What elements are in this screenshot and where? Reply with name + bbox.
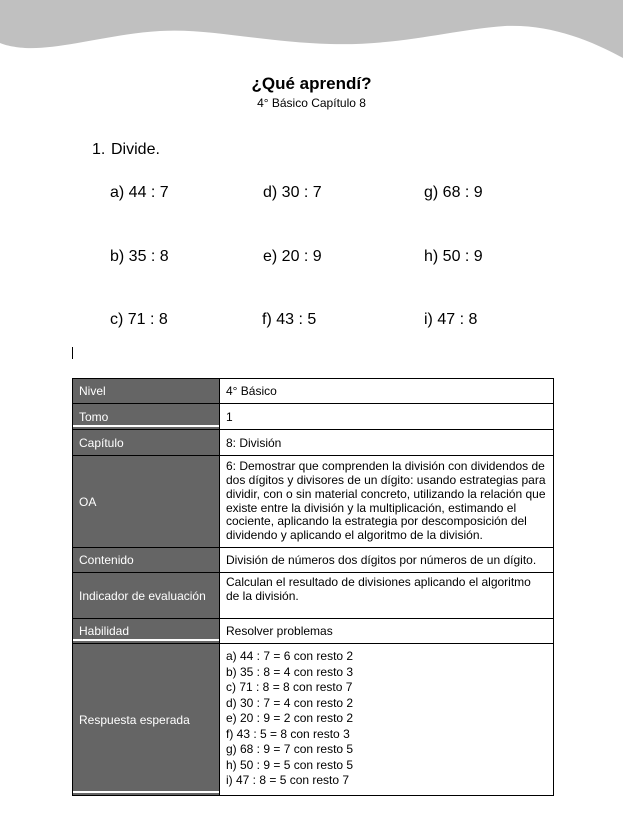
page-subtitle: 4° Básico Capítulo 8 — [257, 96, 366, 110]
row-value: 4° Básico — [220, 379, 554, 404]
row-key: Habilidad — [73, 619, 220, 644]
header-wave-decoration — [0, 0, 623, 60]
exercise-h: h) 50 : 9 — [424, 248, 483, 265]
question-heading — [92, 141, 160, 159]
answer-d: d) 30 : 7 = 4 con resto 2 — [226, 695, 354, 710]
answer-c: c) 71 : 8 = 8 con resto 7 — [226, 680, 353, 694]
question-instruction: Divide. — [111, 141, 160, 158]
info-table — [72, 378, 554, 796]
answer-i: i) 47 : 8 = 5 con resto 7 — [226, 773, 350, 787]
row-value: Resolver problemas — [220, 619, 554, 644]
table-row-capitulo — [73, 430, 554, 456]
exercise-a: a) 44 : 7 — [110, 184, 169, 201]
answer-a: a) 44 : 7 = 6 con resto 2 — [226, 649, 354, 663]
answer-e: e) 20 : 9 = 2 con resto 2 — [226, 711, 354, 725]
answer-f: f) 43 : 5 = 8 con resto 3 — [226, 726, 350, 741]
table-row-oa — [73, 456, 554, 548]
exercise-f: f) 43 : 5 — [262, 311, 317, 328]
question-number: 1. — [92, 141, 106, 158]
row-value: 6: Demostrar que comprenden la división con dividendos de dos dígitos y divisores de un dígito: usando estrategias para dividir, con o sin material concreto, utilizando la relación que existe entre la división y la multiplicación, estimando el cociente, aplicando la estrategia por descomposición del dividendo y aplicando el algoritmo de la división. — [220, 456, 554, 548]
answers-cell — [220, 644, 554, 796]
exercise-e: e) 20 : 9 — [263, 248, 322, 265]
row-key: Capítulo — [73, 430, 220, 456]
wave-shape — [0, 0, 623, 58]
exercise-g: g) 68 : 9 — [424, 184, 483, 201]
row-key: Contenido — [73, 548, 220, 573]
answer-g: g) 68 : 9 = 7 con resto 5 — [226, 742, 354, 756]
row-value: 8: División — [220, 430, 554, 456]
table-row-indicador — [73, 573, 554, 619]
table-row-habilidad — [73, 619, 554, 644]
table-row-nivel — [73, 379, 554, 404]
row-value: División de números dos dígitos por números de un dígito. — [220, 548, 554, 573]
row-key: Respuesta esperada — [73, 644, 220, 796]
exercise-d: d) 30 : 7 — [263, 184, 322, 201]
table-row-tomo — [73, 404, 554, 430]
answer-h: h) 50 : 9 = 5 con resto 5 — [226, 757, 354, 772]
row-value: Calculan el resultado de divisiones aplicando el algoritmo de la división. — [220, 573, 554, 619]
row-key: Nivel — [73, 379, 220, 404]
row-value: 1 — [220, 404, 554, 430]
row-key: OA — [73, 456, 220, 548]
exercise-c: c) 71 : 8 — [110, 311, 168, 328]
exercise-i: i) 47 : 8 — [424, 311, 478, 328]
exercise-b: b) 35 : 8 — [110, 248, 169, 265]
row-key: Tomo — [73, 404, 220, 430]
table-row-respuesta — [73, 644, 554, 796]
text-cursor — [72, 347, 73, 359]
page-title: ¿Qué aprendí? — [251, 74, 372, 93]
answer-b: b) 35 : 8 = 4 con resto 3 — [226, 664, 354, 679]
table-row-contenido — [73, 548, 554, 573]
row-key: Indicador de evaluación — [73, 573, 220, 619]
